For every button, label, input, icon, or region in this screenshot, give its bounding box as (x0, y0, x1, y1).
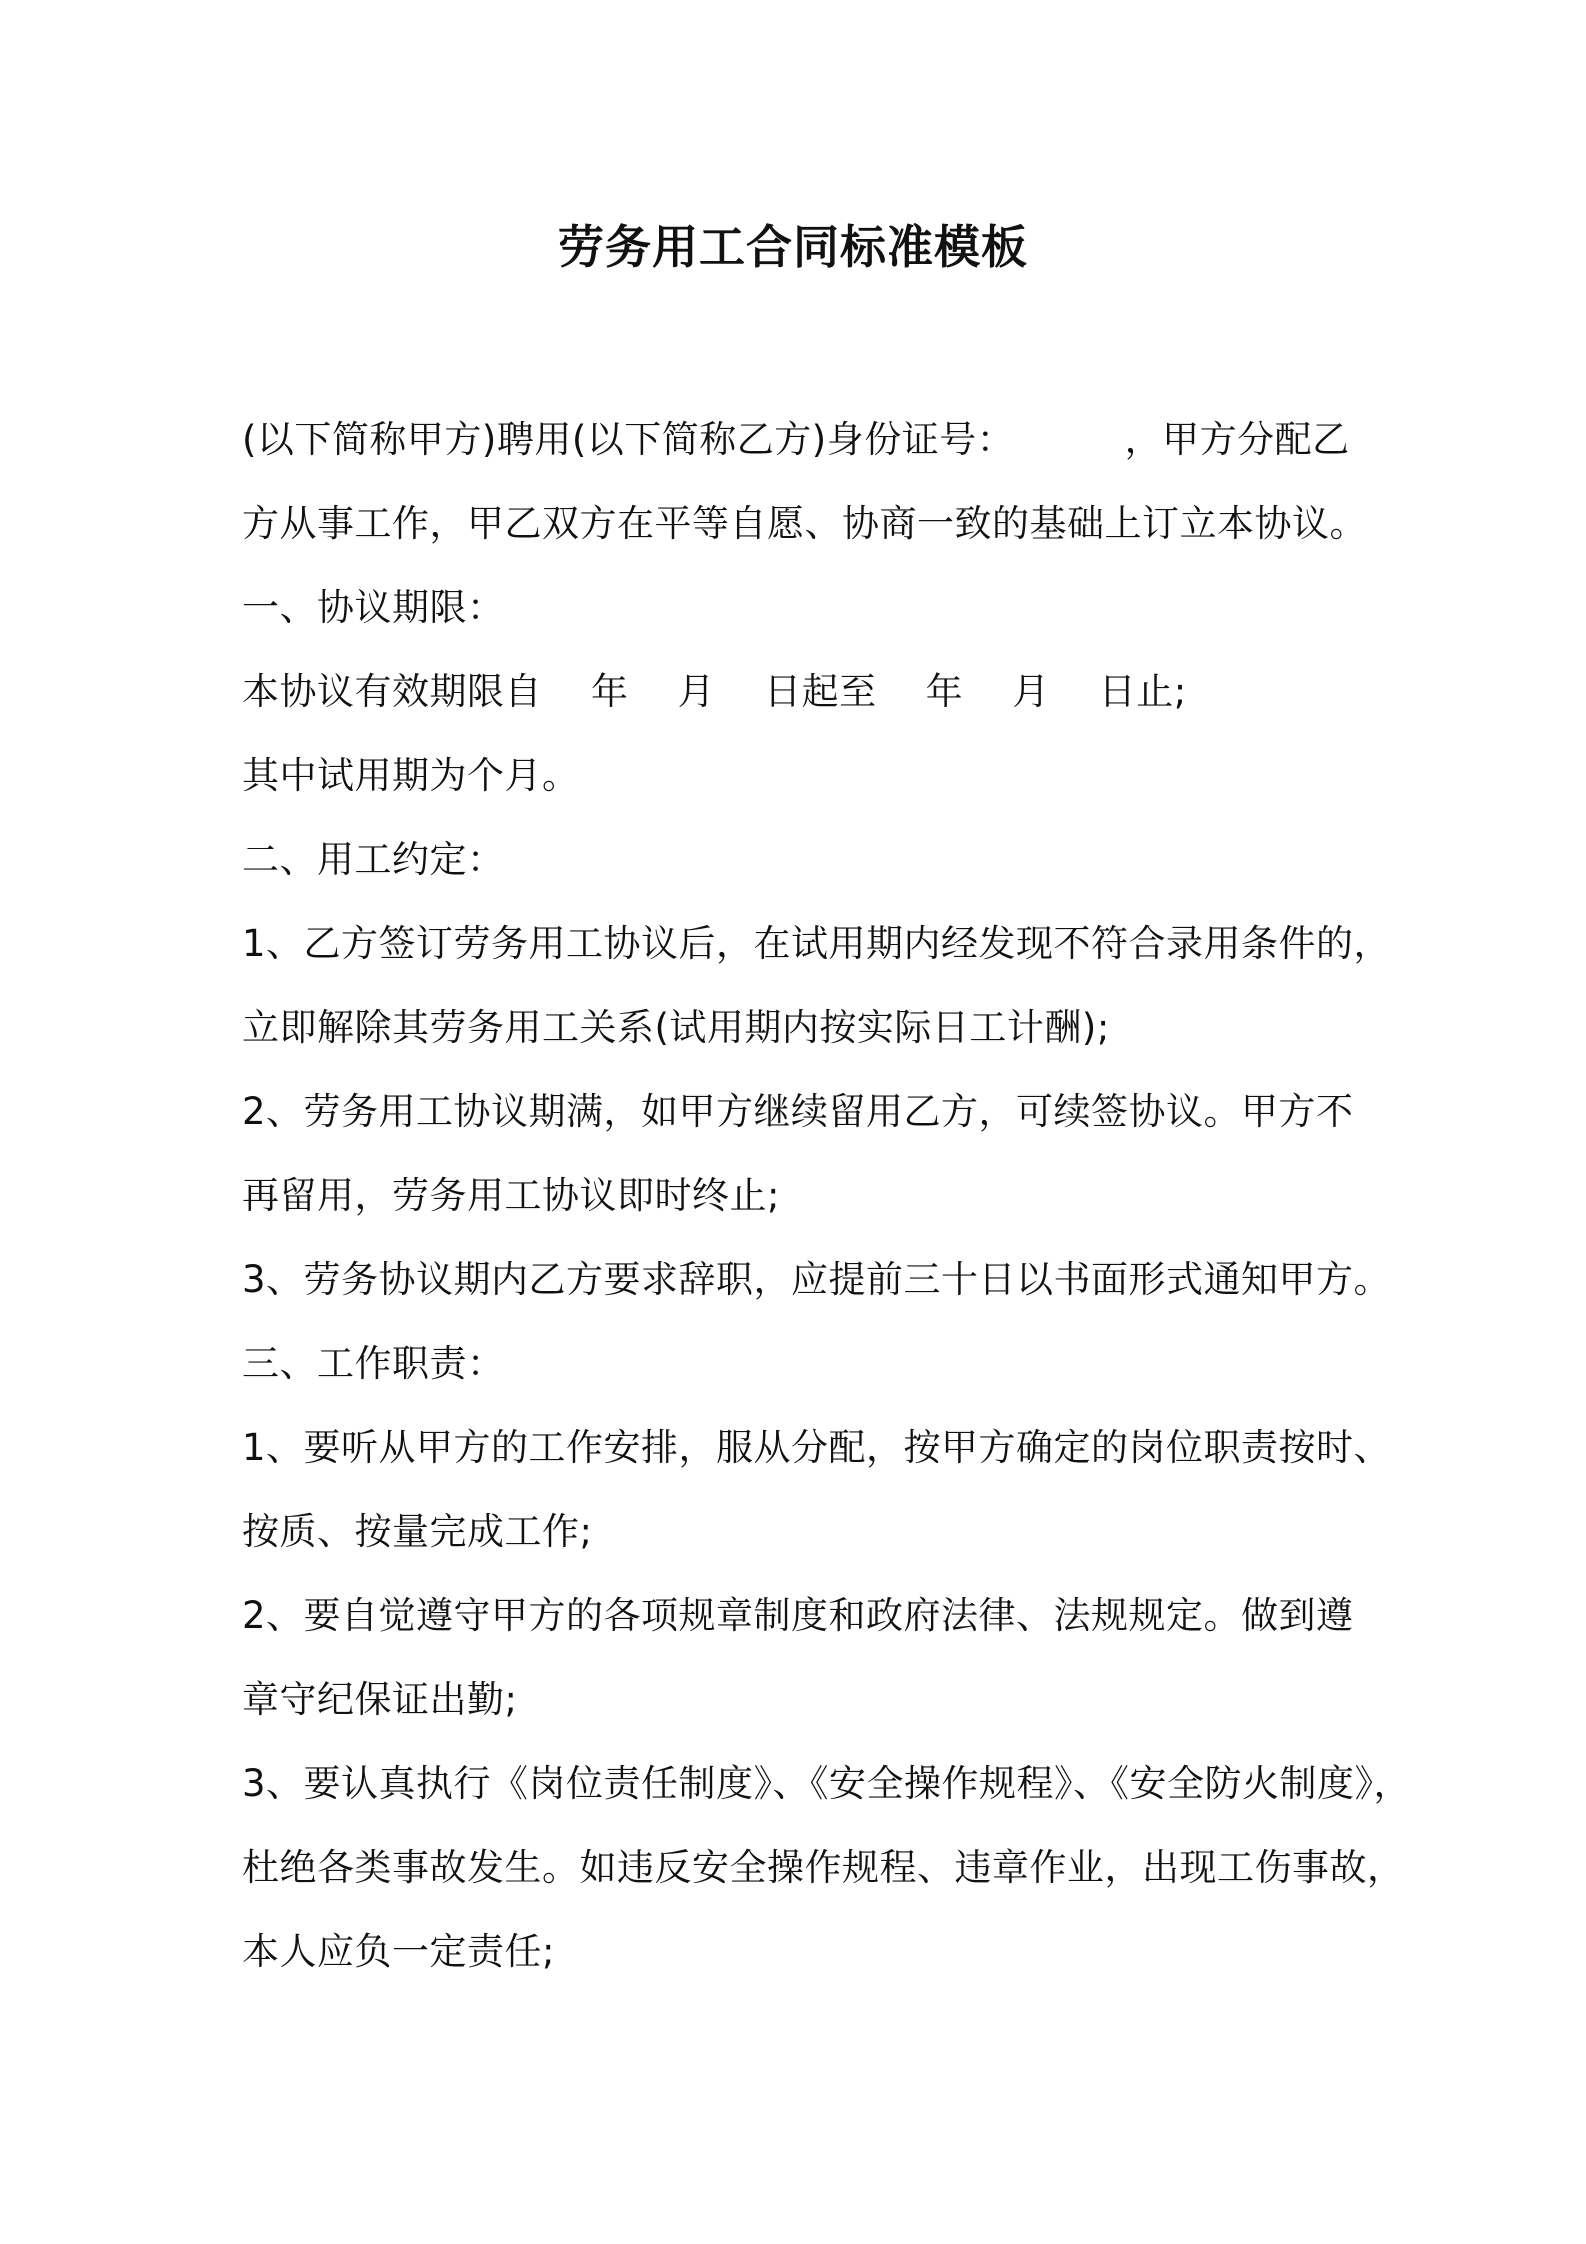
body-line-2: 方从事工作，甲乙双方在平等自愿、协商一致的基础上订立本协议。 (242, 502, 1367, 545)
clause-3-3-line-2: 杜绝各类事故发生。如违反安全操作规程、违章作业，出现工伤事故， (242, 1846, 1405, 1889)
clause-3-1-line-2: 按质、按量完成工作; (242, 1510, 593, 1553)
body-line-probation: 其中试用期为个月。 (242, 754, 580, 797)
document-title: 劳务用工合同标准模板 (558, 220, 1028, 274)
clause-3-3-line-3: 本人应负一定责任; (242, 1930, 555, 1973)
clause-2-2-line-1: 2、劳务用工协议期满，如甲方继续留用乙方，可续签协议。甲方不 (242, 1090, 1354, 1133)
clause-3-2-line-2: 章守纪保证出勤; (242, 1678, 518, 1721)
section-heading-1: 一、协议期限： (242, 586, 505, 629)
clause-3-3-line-1: 3、要认真执行《岗位责任制度》、《安全操作规程》、《安全防火制度》， (242, 1762, 1412, 1805)
section-heading-2: 二、用工约定： (242, 838, 505, 881)
body-line-term: 本协议有效期限自 年 月 日起至 年 月 日止; (242, 670, 1187, 713)
body-line-1: (以下简称甲方)聘用(以下简称乙方)身份证号： ，甲方分配乙 (242, 418, 1350, 461)
clause-2-2-line-2: 再留用，劳务用工协议即时终止; (242, 1174, 780, 1217)
clause-3-2-line-1: 2、要自觉遵守甲方的各项规章制度和政府法律、法规规定。做到遵 (242, 1594, 1354, 1637)
section-heading-3: 三、工作职责： (242, 1342, 505, 1385)
clause-3-1-line-1: 1、要听从甲方的工作安排，服从分配，按甲方确定的岗位职责按时、 (242, 1426, 1392, 1469)
clause-2-3: 3、劳务协议期内乙方要求辞职，应提前三十日以书面形式通知甲方。 (242, 1258, 1392, 1301)
clause-2-1-line-2: 立即解除其劳务用工关系(试用期内按实际日工计酬); (242, 1006, 1110, 1049)
clause-2-1-line-1: 1、乙方签订劳务用工协议后，在试用期内经发现不符合录用条件的， (242, 922, 1392, 965)
